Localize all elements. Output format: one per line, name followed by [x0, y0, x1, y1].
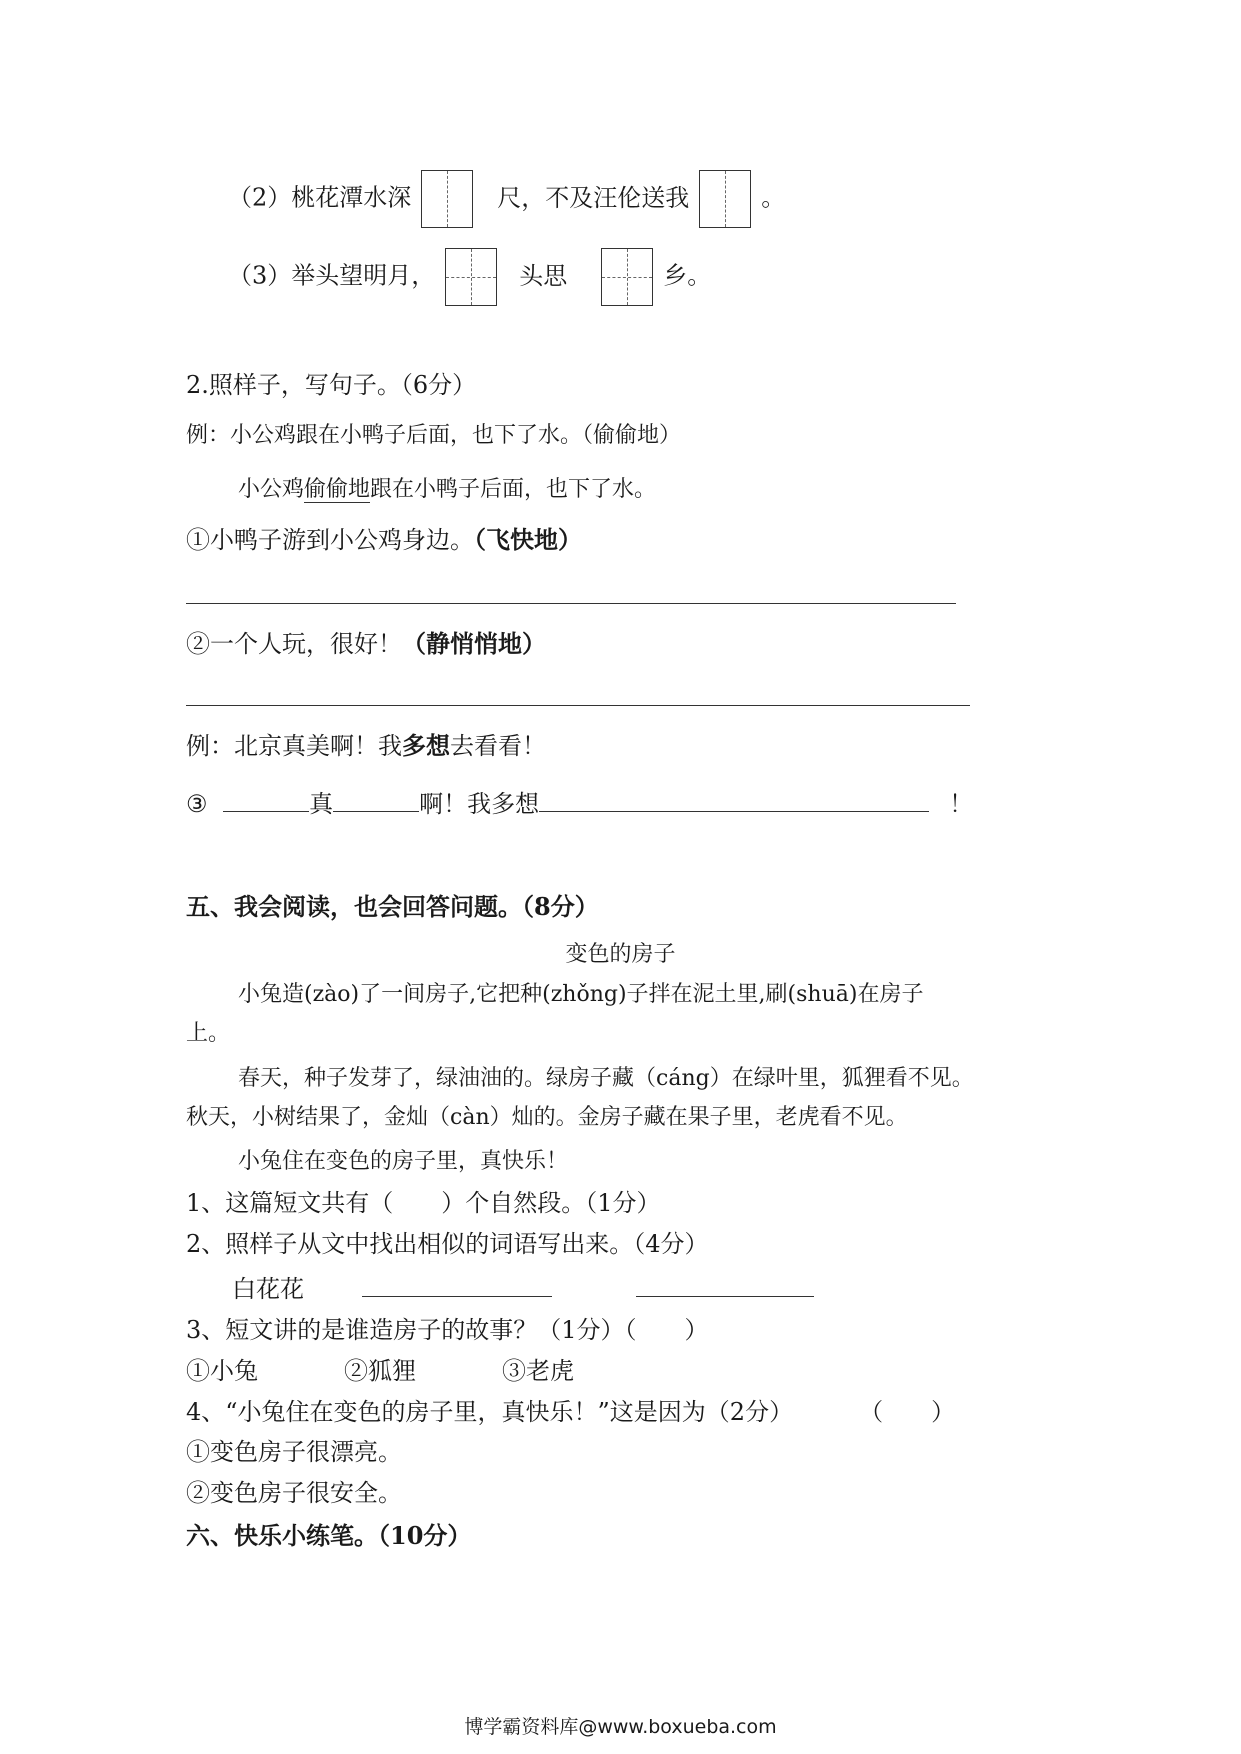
item-text: ！ — [949, 790, 974, 818]
answer-line-1[interactable] — [186, 603, 956, 604]
option-3[interactable]: ③老虎 — [502, 1357, 574, 1385]
item-3 — [186, 787, 973, 819]
q2-title: 2.照样子，写句子。（6分） — [186, 371, 477, 399]
item-hint: （飞快地） — [474, 525, 582, 554]
item-text: 啊！我多想 — [419, 790, 540, 818]
answer-box[interactable] — [601, 248, 653, 306]
section-5-title: 五、我会阅读，也会回答问题。（8分） — [186, 892, 599, 921]
poem-text: 。 — [761, 183, 786, 212]
example-2 — [186, 731, 546, 761]
reading-q4-option-1[interactable]: ①变色房子很漂亮。 — [186, 1438, 402, 1466]
blank-input[interactable] — [362, 1272, 552, 1297]
bold-word: 多想 — [402, 731, 450, 760]
example-text: 例：北京真美啊！我 — [186, 732, 402, 760]
footer-watermark: 博学霸资料库@www.boxueba.com — [464, 1716, 777, 1738]
answer-paren[interactable]: （ ） — [871, 1398, 956, 1426]
poem-text: （2）桃花潭水深 — [228, 183, 412, 212]
reading-q3-options — [186, 1356, 574, 1386]
answer-line-2[interactable] — [186, 705, 970, 706]
reading-q4 — [186, 1397, 955, 1427]
poem-text: （3）举头望明月， — [228, 261, 436, 290]
example-word: 白花花 — [232, 1275, 304, 1303]
reading-q2-answers — [232, 1272, 814, 1304]
answer-box[interactable] — [699, 170, 751, 228]
option-2[interactable]: ②狐狸 — [344, 1357, 416, 1385]
answer-box[interactable] — [421, 170, 473, 228]
story-title: 变色的房子 — [565, 942, 676, 967]
blank-input[interactable] — [636, 1272, 814, 1297]
poem-line-2 — [228, 170, 785, 228]
reading-q3: 3、短文讲的是谁造房子的故事？（1分）（ ） — [186, 1316, 709, 1344]
example-text: 跟在小鸭子后面，也下了水。 — [370, 477, 657, 502]
blank-input[interactable] — [539, 787, 929, 812]
example-1 — [186, 421, 681, 451]
story-paragraph-2: 春天，种子发芽了，绿油油的。绿房子藏（cáng）在绿叶里，狐狸看不见。 — [238, 1066, 974, 1091]
story-paragraph-1-cont: 上。 — [186, 1021, 231, 1046]
reading-q1: 1、这篇短文共有（ ）个自然段。（1分） — [186, 1189, 661, 1217]
story-paragraph-2-cont: 秋天，小树结果了，金灿（càn）灿的。金房子藏在果子里，老虎看不见。 — [186, 1105, 908, 1130]
item-2 — [186, 629, 546, 659]
item-1 — [186, 525, 582, 555]
item-hint: （静悄悄地） — [402, 629, 546, 658]
option-1[interactable]: ①小兔 — [186, 1357, 258, 1385]
item-text: ①小鸭子游到小公鸡身边。 — [186, 526, 474, 554]
example-text: 小公鸡 — [238, 477, 305, 502]
blank-input[interactable] — [333, 787, 419, 812]
poem-text: 乡。 — [663, 261, 712, 290]
question-text: 4、“小兔住在变色的房子里，真快乐！”这是因为（2分） — [186, 1398, 794, 1426]
poem-text: 尺，不及汪伦送我 — [497, 183, 690, 212]
blank-input[interactable] — [223, 787, 309, 812]
section-6-title: 六、快乐小练笔。（10分） — [186, 1521, 472, 1550]
poem-line-3 — [228, 248, 711, 306]
example-text: 小公鸡跟在小鸭子后面，也下了水。（偷偷地） — [230, 423, 682, 448]
example-text: 去看看！ — [450, 732, 546, 760]
reading-q4-option-2[interactable]: ②变色房子很安全。 — [186, 1479, 402, 1507]
example-1-answer — [238, 475, 656, 505]
poem-text: 头思 — [519, 261, 568, 290]
underlined-word: 偷偷地 — [304, 477, 371, 502]
story-paragraph-1: 小兔造(zào)了一间房子,它把种(zhǒng)子拌在泥土里,刷(shuā)在房子 — [238, 982, 924, 1007]
answer-box[interactable] — [445, 248, 497, 306]
item-text: 真 — [309, 790, 334, 818]
item-number: ③ — [186, 790, 208, 818]
example-prefix: 例： — [186, 423, 231, 448]
story-paragraph-3: 小兔住在变色的房子里，真快乐！ — [238, 1149, 569, 1174]
reading-q2: 2、照样子从文中找出相似的词语写出来。（4分） — [186, 1230, 709, 1258]
item-text: ②一个人玩，很好！ — [186, 630, 402, 658]
